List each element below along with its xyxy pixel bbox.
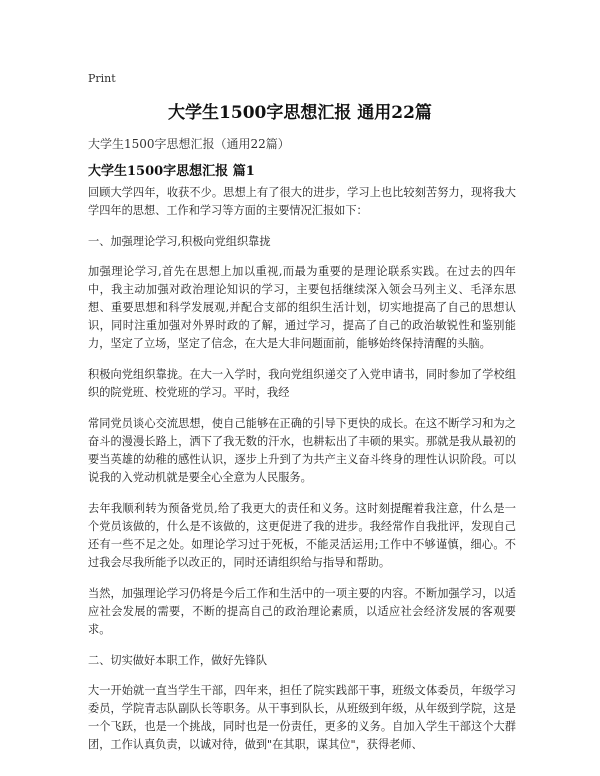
document-subtitle: 大学生1500字思想汇报（通用22篇）	[88, 137, 290, 151]
subheading-theory: 一、加强理论学习,积极向党组织靠拢	[88, 235, 271, 248]
paragraph-probation: 去年我顺利转为预备党员,给了我更大的责任和义务。这时刻提醒着我注意，什么是一个党员该做的，什么是不该做的，这更促进了我的进步。我经常作自我批评，发现自己还有一些不足之处。如理论学习过于死板，不能灵活运用;工作中不够谨慎，细心。不过我会尽我所能予以改正的，同时还请组织给与指导和帮助。	[88, 502, 516, 569]
paragraph-party: 积极向党组织靠拢。在大一入学时，我向党组织递交了入党申请书，同时参加了学校组织的院党班、校党班的学习。平时，我经	[88, 368, 516, 399]
paragraph-intro: 回顾大学四年，收获不少。思想上有了很大的进步，学习上也比较刻苦努力，现将我大学四年的思想、工作和学习等方面的主要情况汇报如下：	[88, 186, 516, 217]
document-body	[88, 184, 516, 767]
section-heading: 大学生1500字思想汇报 篇1	[88, 164, 255, 179]
print-link[interactable]: Print	[88, 72, 116, 85]
paragraph-continued-study: 当然，加强理论学习仍将是今后工作和生活中的一项主要的内容。不断加强学习，以适应社会发展的需要，不断的提高自己的政治理论素质，以适应社会经济发展的客观要求。	[88, 587, 516, 636]
page-title: 大学生1500字思想汇报 通用22篇	[168, 103, 432, 123]
paragraph-communication: 常同党员谈心交流思想，使自己能够在正确的引导下更快的成长。在这不断学习和为之奋斗的漫漫长路上，洒下了我无数的汗水，也耕耘出了丰硕的果实。那就是我从最初的要当英雄的幼稚的感性认识，逐步上升到了为共产主义奋斗终身的理性认识阶段。可以说我的入党动机就是要全心全意为人民服务。	[88, 417, 516, 484]
paragraph-cadre: 大一开始就一直当学生干部，四年来，担任了院实践部干事，班级文体委员，年级学习委员，学院青志队副队长等职务。从干事到队长，从班级到年级，从年级到学院，这是一个飞跃，也是一个挑战，同时也是一份责任，更多的义务。自加入学生干部这个大群团，工作认真负责，以诚对待，做到"在其职，谋其位"，获得老师、	[88, 684, 516, 751]
subheading-work: 二、切实做好本职工作，做好先锋队	[88, 654, 268, 667]
paragraph-theory: 加强理论学习,首先在思想上加以重视,而最为重要的是理论联系实践。在过去的四年中，我主动加强对政治理论知识的学习，主要包括继续深入领会马列主义、毛泽东思想、重要思想和科学发展观,并配合支部的组织生活计划，切实地提高了自己的思想认识，同时注重加强对外界时政的了解，通过学习，提高了自己的政治敏锐性和鉴别能力，坚定了立场，坚定了信念，在大是大非问题面前，能够始终保持清醒的头脑。	[88, 265, 516, 350]
